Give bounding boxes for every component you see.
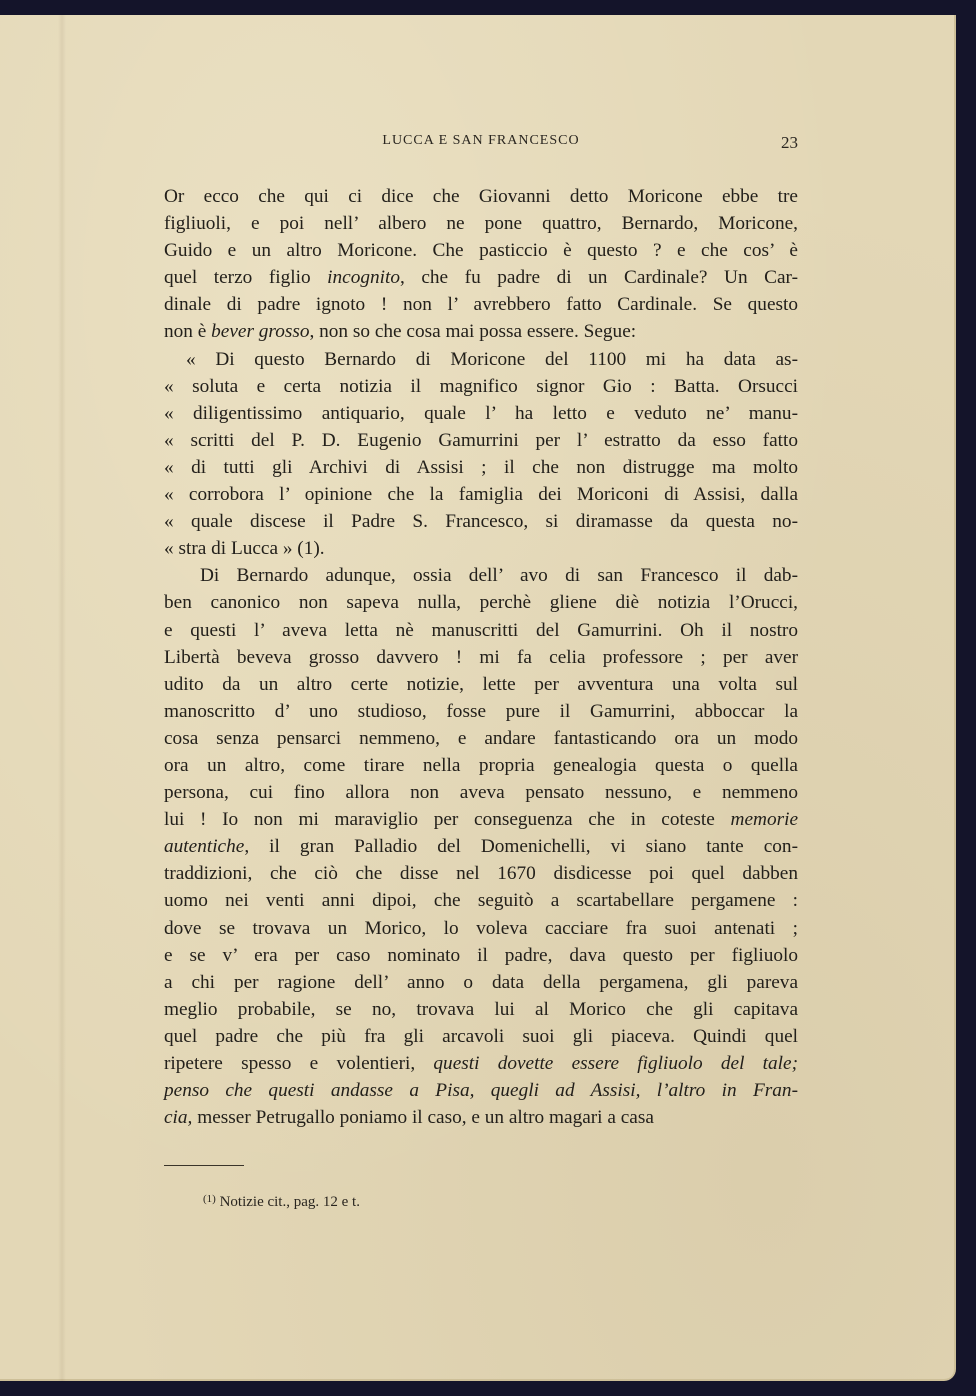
line-text: quel padre che più fra gli arcavoli suoi gli piaceva. Quindi quel bbox=[164, 1025, 798, 1047]
text-line bbox=[164, 969, 798, 996]
line-text: figliuoli, e poi nell’ albero ne pone quattro, Bernardo, Moricone, bbox=[164, 213, 798, 235]
page-number: 23 bbox=[781, 133, 798, 152]
body-text bbox=[164, 183, 798, 1131]
line-text: udito da un altro certe notizie, lette per avventura una volta sul bbox=[164, 673, 798, 695]
line-text: Or ecco che qui ci dice che Giovanni detto Moricone ebbe tre bbox=[164, 186, 798, 207]
text-line bbox=[164, 346, 798, 373]
text-line bbox=[164, 698, 798, 725]
text-line bbox=[164, 237, 798, 264]
text-line bbox=[164, 806, 798, 833]
line-text: , non so che cosa mai possa essere. Segue: bbox=[309, 321, 637, 343]
italic-text: incognito bbox=[327, 267, 400, 289]
footnote-rule bbox=[164, 1165, 244, 1166]
text-line bbox=[164, 779, 798, 806]
line-text: « Di questo Bernardo di Moricone del 1100 mi ha data as- bbox=[186, 348, 798, 370]
line-text: « di tutti gli Archivi di Assisi ; il che non distrugge ma molto bbox=[164, 456, 798, 478]
text-line bbox=[164, 373, 798, 400]
line-text: a chi per ragione dell’ anno o data della pergamena, gli pareva bbox=[164, 971, 798, 993]
text-line bbox=[164, 887, 798, 914]
footnote-text: Notizie cit., pag. 12 e t. bbox=[219, 1194, 360, 1210]
text-line bbox=[164, 318, 798, 345]
footnote bbox=[203, 1193, 360, 1211]
line-text: traddizioni, che ciò che disse nel 1670 disdicesse poi quel dabben bbox=[164, 863, 798, 885]
text-line bbox=[164, 1023, 798, 1050]
running-title: LUCCA E SAN FRANCESCO bbox=[382, 133, 580, 148]
text-line bbox=[164, 617, 798, 644]
text-line bbox=[164, 942, 798, 969]
line-text: ben canonico non sapeva nulla, perchè gliene diè notizia l’Orucci, bbox=[164, 592, 798, 614]
text-line bbox=[164, 860, 798, 887]
line-text: e se v’ era per caso nominato il padre, dava questo per figliuolo bbox=[164, 944, 798, 966]
text-line bbox=[164, 562, 798, 589]
text-line bbox=[164, 1077, 798, 1104]
line-text: manoscritto d’ uno studioso, fosse pure il Gamurrini, abboccar la bbox=[164, 700, 798, 722]
italic-text: penso che questi andasse a Pisa, quegli ad Assisi, l’altro in Fran- bbox=[164, 1080, 798, 1102]
text-line bbox=[164, 183, 798, 210]
text-line bbox=[164, 725, 798, 752]
line-text: meglio probabile, se no, trovava lui al Morico che gli capitava bbox=[164, 998, 798, 1020]
line-text: uomo nei venti anni dipoi, che seguitò a scartabellare pergamene : bbox=[164, 890, 798, 912]
italic-text: cia, bbox=[164, 1107, 193, 1129]
line-text: dinale di padre ignoto ! non l’ avrebbero fatto Cardinale. Se questo bbox=[164, 294, 798, 316]
line-text: persona, cui fino allora non aveva pensato nessuno, e nemmeno bbox=[164, 782, 798, 804]
italic-text: questi dovette essere figliuolo del tale; bbox=[433, 1053, 798, 1074]
line-text: messer Petrugallo poniamo il caso, e un altro magari a casa bbox=[192, 1107, 654, 1129]
line-text: , che fu padre di un Cardinale? Un Car- bbox=[399, 267, 799, 289]
text-line bbox=[164, 644, 798, 671]
text-line bbox=[164, 264, 798, 291]
line-text: « soluta e certa notizia il magnifico signor Gio : Batta. Orsucci bbox=[164, 375, 798, 397]
line-text: Guido e un altro Moricone. Che pasticcio è questo ? e che cos’ è bbox=[164, 240, 798, 262]
text-line bbox=[164, 589, 798, 616]
text-line bbox=[164, 210, 798, 237]
text-line bbox=[164, 427, 798, 454]
line-text: ora un altro, come tirare nella propria genealogia questa o quella bbox=[164, 754, 798, 776]
text-line bbox=[164, 400, 798, 427]
book-page bbox=[0, 15, 956, 1381]
text-line bbox=[164, 508, 798, 535]
line-text: « diligentissimo antiquario, quale l’ ha letto e veduto ne’ manu- bbox=[164, 402, 798, 424]
line-text: « scritti del P. D. Eugenio Gamurrini per l’ estratto da esso fatto bbox=[164, 429, 798, 451]
text-line bbox=[164, 833, 798, 860]
italic-text: autentiche bbox=[164, 836, 245, 858]
text-line bbox=[164, 752, 798, 779]
italic-text: memorie bbox=[730, 809, 798, 831]
text-line bbox=[164, 291, 798, 318]
text-line bbox=[164, 1104, 798, 1131]
line-text: « quale discese il Padre S. Francesco, si diramasse da questa no- bbox=[164, 511, 798, 533]
line-text: dove se trovava un Morico, lo voleva cacciare fra suoi antenati ; bbox=[164, 917, 798, 939]
text-line bbox=[164, 915, 798, 942]
line-text: « corrobora l’ opinione che la famiglia dei Moriconi di Assisi, dalla bbox=[164, 484, 798, 506]
text-line bbox=[164, 1050, 798, 1077]
text-line bbox=[164, 535, 798, 562]
line-text: e questi l’ aveva letta nè manuscritti del Gamurrini. Oh il nostro bbox=[164, 619, 798, 641]
page-gutter-shadow bbox=[58, 15, 66, 1381]
line-text: Libertà beveva grosso davvero ! mi fa celia professore ; per aver bbox=[164, 646, 798, 668]
text-line bbox=[164, 671, 798, 698]
line-text: , il gran Palladio del Domenichelli, vi siano tante con- bbox=[244, 836, 798, 858]
line-text: quel terzo figlio bbox=[164, 267, 328, 289]
text-line bbox=[164, 481, 798, 508]
line-text: lui ! Io non mi maraviglio per conseguenza che in coteste bbox=[164, 809, 731, 831]
footnote-mark: (1) bbox=[203, 1193, 216, 1205]
line-text: « stra di Lucca » (1). bbox=[164, 538, 325, 560]
italic-text: bever grosso bbox=[211, 321, 310, 343]
text-line bbox=[164, 996, 798, 1023]
line-text: Di Bernardo adunque, ossia dell’ avo di san Francesco il dab- bbox=[200, 565, 798, 587]
line-text: non è bbox=[164, 321, 212, 343]
line-text: ripetere spesso e volentieri, bbox=[164, 1053, 434, 1074]
text-line bbox=[164, 454, 798, 481]
line-text: cosa senza pensarci nemmeno, e andare fantasticando ora un modo bbox=[164, 727, 798, 749]
